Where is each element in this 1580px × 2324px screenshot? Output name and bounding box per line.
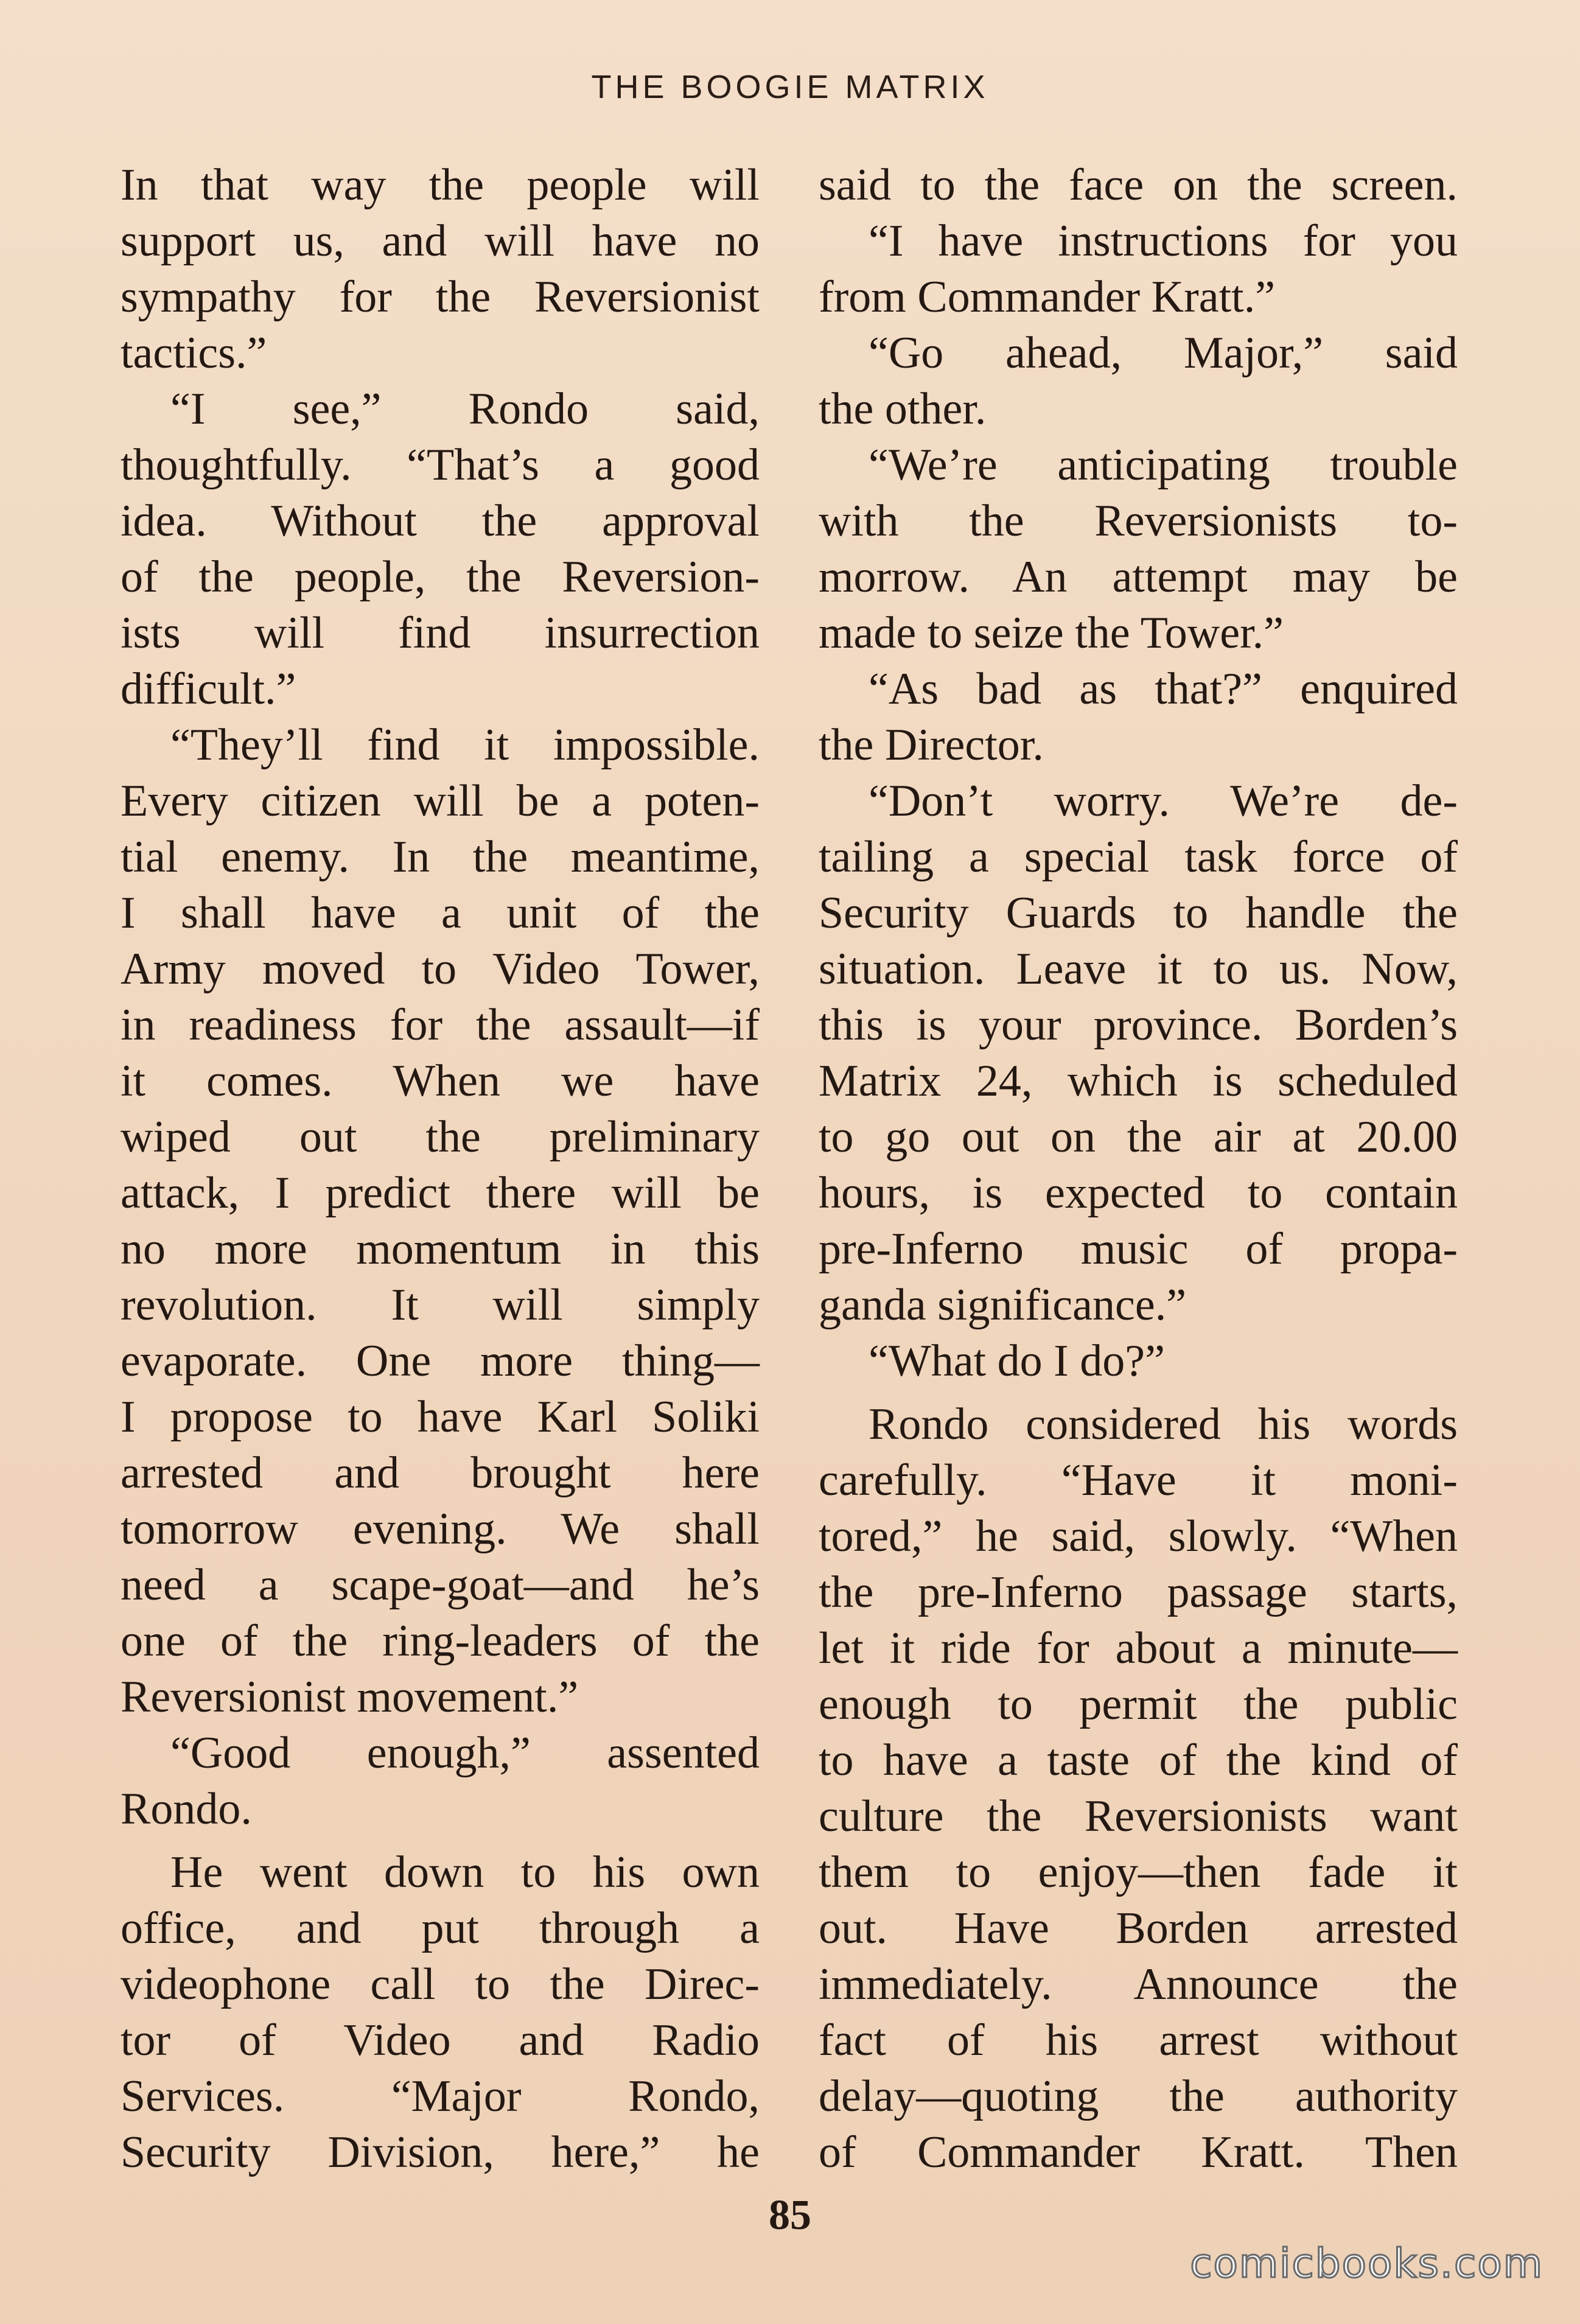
right-column	[819, 157, 1458, 2180]
text-line: culture the Reversionists want	[819, 1791, 1458, 1841]
text-line: delay—quoting the authority	[819, 2071, 1458, 2121]
text-line: situation. Leave it to us. Now,	[819, 944, 1458, 994]
text-line: videophone call to the Direc-	[121, 1959, 760, 2009]
text-line: with the Reversionists to-	[819, 496, 1458, 546]
text-line: Reversionist movement.”	[121, 1672, 579, 1722]
text-line: the Director.	[819, 720, 1044, 770]
text-line: fact of his arrest without	[819, 2015, 1458, 2065]
text-line: support us, and will have no	[121, 216, 760, 266]
text-line: office, and put through a	[121, 1903, 760, 1953]
text-line: let it ride for about a minute—	[819, 1623, 1458, 1673]
text-line: sympathy for the Reversionist	[121, 272, 760, 322]
text-line: tactics.”	[121, 328, 267, 378]
text-line: “They’ll find it impossible.	[170, 720, 760, 770]
text-line: in readiness for the assault—if	[121, 1000, 760, 1050]
text-line: Rondo.	[121, 1784, 252, 1834]
page-number: 85	[769, 2192, 811, 2239]
text-line: hours, is expected to contain	[819, 1168, 1458, 1218]
text-line: In that way the people will	[121, 160, 760, 210]
text-line: one of the ring-leaders of the	[121, 1616, 760, 1666]
text-line: Services. “Major Rondo,	[121, 2071, 760, 2121]
text-line: of Commander Kratt. Then	[819, 2127, 1458, 2177]
text-line: “I have instructions for you	[869, 216, 1458, 266]
text-line: the pre-Inferno passage starts,	[819, 1567, 1458, 1617]
text-line: “We’re anticipating trouble	[869, 440, 1458, 490]
text-line: “As bad as that?” enquired	[869, 664, 1458, 714]
text-line: “Good enough,” assented	[170, 1728, 760, 1778]
text-line: tor of Video and Radio	[121, 2015, 760, 2065]
text-line: need a scape-goat—and he’s	[121, 1560, 760, 1610]
text-line: I propose to have Karl Soliki	[121, 1392, 760, 1442]
text-line: idea. Without the approval	[121, 496, 760, 546]
text-line: Matrix 24, which is scheduled	[819, 1056, 1458, 1106]
text-line: no more momentum in this	[121, 1224, 760, 1274]
text-line: from Commander Kratt.”	[819, 272, 1276, 322]
text-line: “I see,” Rondo said,	[170, 384, 760, 434]
text-line: He went down to his own	[170, 1847, 760, 1897]
left-column	[121, 157, 760, 2180]
text-line: it comes. When we have	[121, 1056, 760, 1106]
text-line: said to the face on the screen.	[819, 160, 1458, 210]
text-line: to go out on the air at 20.00	[819, 1112, 1458, 1162]
text-line: Security Guards to handle the	[819, 888, 1458, 938]
text-line: I shall have a unit of the	[121, 888, 760, 938]
text-line: ganda significance.”	[819, 1280, 1187, 1330]
text-line: thoughtfully. “That’s a good	[121, 440, 760, 490]
text-line: “Go ahead, Major,” said	[869, 328, 1458, 378]
text-line: to have a taste of the kind of	[819, 1735, 1458, 1785]
watermark: comicbooks.com	[1190, 2240, 1543, 2287]
text-line: this is your province. Borden’s	[819, 1000, 1458, 1050]
text-line: immediately. Announce the	[819, 1959, 1458, 2009]
text-line: enough to permit the public	[819, 1679, 1458, 1729]
text-line: attack, I predict there will be	[121, 1168, 760, 1218]
text-line: tial enemy. In the meantime,	[121, 832, 760, 882]
text-line: out. Have Borden arrested	[819, 1903, 1458, 1953]
running-head: THE BOOGIE MATRIX	[591, 69, 989, 105]
text-line: made to seize the Tower.”	[819, 608, 1284, 658]
text-line: revolution. It will simply	[121, 1280, 760, 1330]
text-line: “Don’t worry. We’re de-	[869, 776, 1458, 826]
text-line: “What do I do?”	[869, 1336, 1165, 1386]
text-line: carefully. “Have it moni-	[819, 1455, 1458, 1505]
text-line: pre-Inferno music of propa-	[819, 1224, 1458, 1274]
text-line: Rondo considered his words	[869, 1399, 1458, 1449]
text-line: arrested and brought here	[121, 1448, 760, 1498]
text-line: them to enjoy—then fade it	[819, 1847, 1458, 1897]
text-line: Every citizen will be a poten-	[121, 776, 760, 826]
text-line: tored,” he said, slowly. “When	[819, 1511, 1458, 1561]
text-line: tailing a special task force of	[819, 832, 1458, 882]
text-line: ists will find insurrection	[121, 608, 760, 658]
text-line: of the people, the Reversion-	[121, 552, 760, 602]
text-line: Security Division, here,” he	[121, 2127, 760, 2177]
text-line: Army moved to Video Tower,	[121, 944, 760, 994]
text-line: wiped out the preliminary	[121, 1112, 760, 1162]
text-line: difficult.”	[121, 664, 296, 714]
text-line: evaporate. One more thing—	[121, 1336, 760, 1386]
text-line: morrow. An attempt may be	[819, 552, 1458, 602]
text-line: tomorrow evening. We shall	[121, 1504, 760, 1554]
text-line: the other.	[819, 384, 987, 434]
